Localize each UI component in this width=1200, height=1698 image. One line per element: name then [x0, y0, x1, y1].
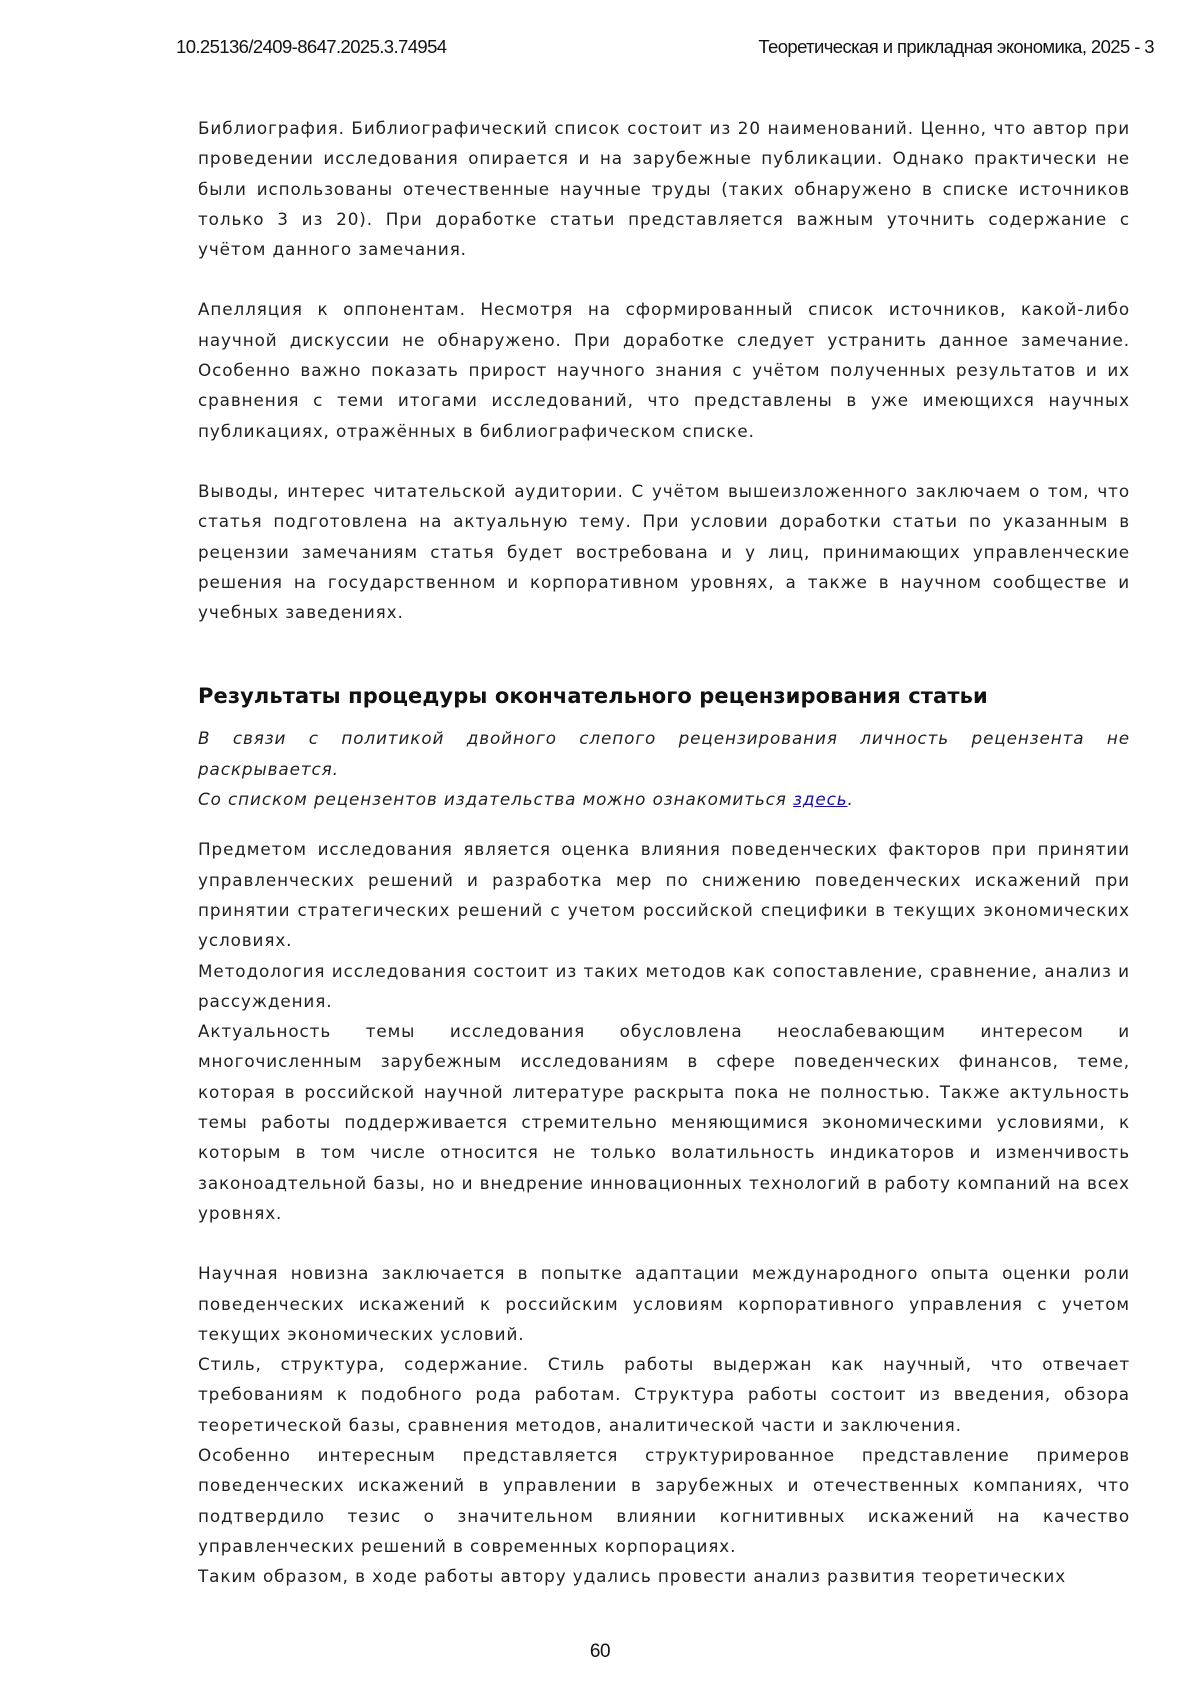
- style-paragraph: Стиль, структура, содержание. Стиль работы выдержан как научный, что отвечает требованиям к подобного рода работам. Структура работы состоит из введения, обзора теоретической базы, сравнения методов, аналитической части и заключения.: [198, 1349, 1130, 1440]
- relevance-paragraph: Актуальность темы исследования обусловлена неослабевающим интересом и многочисленным зарубежным исследованиям в сфере поведенческих финансов, теме, которая в российской научной литературе раскрыта пока не полностью. Также актульность темы работы поддерживается стремительно меняющимися экономическими условиями, к которым в том числе относится не только волатильность индикаторов и изменчивость законоадтельной базы, но и внедрение инновационных технологий в работу компаний на всех уровнях.: [198, 1016, 1130, 1228]
- novelty-paragraph: Научная новизна заключается в попытке адаптации международного опыта оценки роли поведенческих искажений к российским условиям корпоративного управления с учетом текущих экономических условий.: [198, 1258, 1130, 1349]
- spacer: [198, 1228, 1130, 1258]
- appeal-paragraph: Апелляция к оппонентам. Несмотря на сформированный список источников, какой-либо научной дискуссии не обнаружено. При доработке следует устранить данное замечание. Особенно важно показать прирост научного знания с учётом полученных результатов и их сравнения с теми итогами исследований, что представлены в уже имеющихся научных публикациях, отражённых в библиографическом списке.: [198, 294, 1130, 445]
- spacer: [198, 264, 1130, 294]
- reviewer-note: [198, 723, 1130, 814]
- doi-label: 10.25136/2409-8647.2025.3.74954: [176, 36, 446, 58]
- conclusions-paragraph: Выводы, интерес читательской аудитории. С учётом вышеизложенного заключаем о том, что статья подготовлена на актуальную тему. При условии доработки статьи по указанным в рецензии замечаниям статья будет востребована и у лиц, принимающих управленческие решения на государственном и корпоративном уровнях, а также в научном сообществе и учебных заведениях.: [198, 476, 1130, 627]
- section-title: Результаты процедуры окончательного рецензирования статьи: [198, 681, 1130, 711]
- examples-paragraph: Особенно интересным представляется структурированное представление примеров поведенческих искажений в управлении в зарубежных и отечественных компаниях, что подтвердило тезис о значительном влиянии когнитивных искажений на качество управленческих решений в современных корпорациях.: [198, 1440, 1130, 1561]
- reviewers-list-suffix: .: [848, 789, 854, 809]
- blind-review-note: В связи с политикой двойного слепого рецензирования личность рецензента не раскрывается.: [198, 723, 1130, 784]
- reviewers-list-note: [198, 784, 1130, 814]
- bibliography-paragraph: Библиография. Библиографический список состоит из 20 наименований. Ценно, что автор при проведении исследования опирается и на зарубежные публикации. Однако практически не были использованы отечественные научные труды (таких обнаружено в списке источников только 3 из 20). При доработке статьи представляется важным уточнить содержание с учётом данного замечания.: [198, 113, 1130, 264]
- spacer: [198, 814, 1130, 834]
- spacer: [198, 627, 1130, 681]
- spacer: [198, 446, 1130, 476]
- page-body: [198, 113, 1130, 1591]
- reviewers-link[interactable]: здесь: [793, 789, 847, 809]
- page-header: [176, 36, 1154, 62]
- summary-paragraph: Таким образом, в ходе работы автору удались провести анализ развития теоретических: [198, 1561, 1130, 1591]
- methodology-paragraph: Методология исследования состоит из таких методов как сопоставление, сравнение, анализ и рассуждения.: [198, 956, 1130, 1017]
- page-number: 60: [0, 1641, 1200, 1663]
- reviewers-list-prefix: Со списком рецензентов издательства можно ознакомиться: [198, 789, 793, 809]
- journal-title: Теоретическая и прикладная экономика, 2025 - 3: [758, 36, 1154, 58]
- subject-paragraph: Предметом исследования является оценка влияния поведенческих факторов при принятии управленческих решений и разработка мер по снижению поведенческих искажений при принятии стратегических решений с учетом российской специфики в текущих экономических условиях.: [198, 834, 1130, 955]
